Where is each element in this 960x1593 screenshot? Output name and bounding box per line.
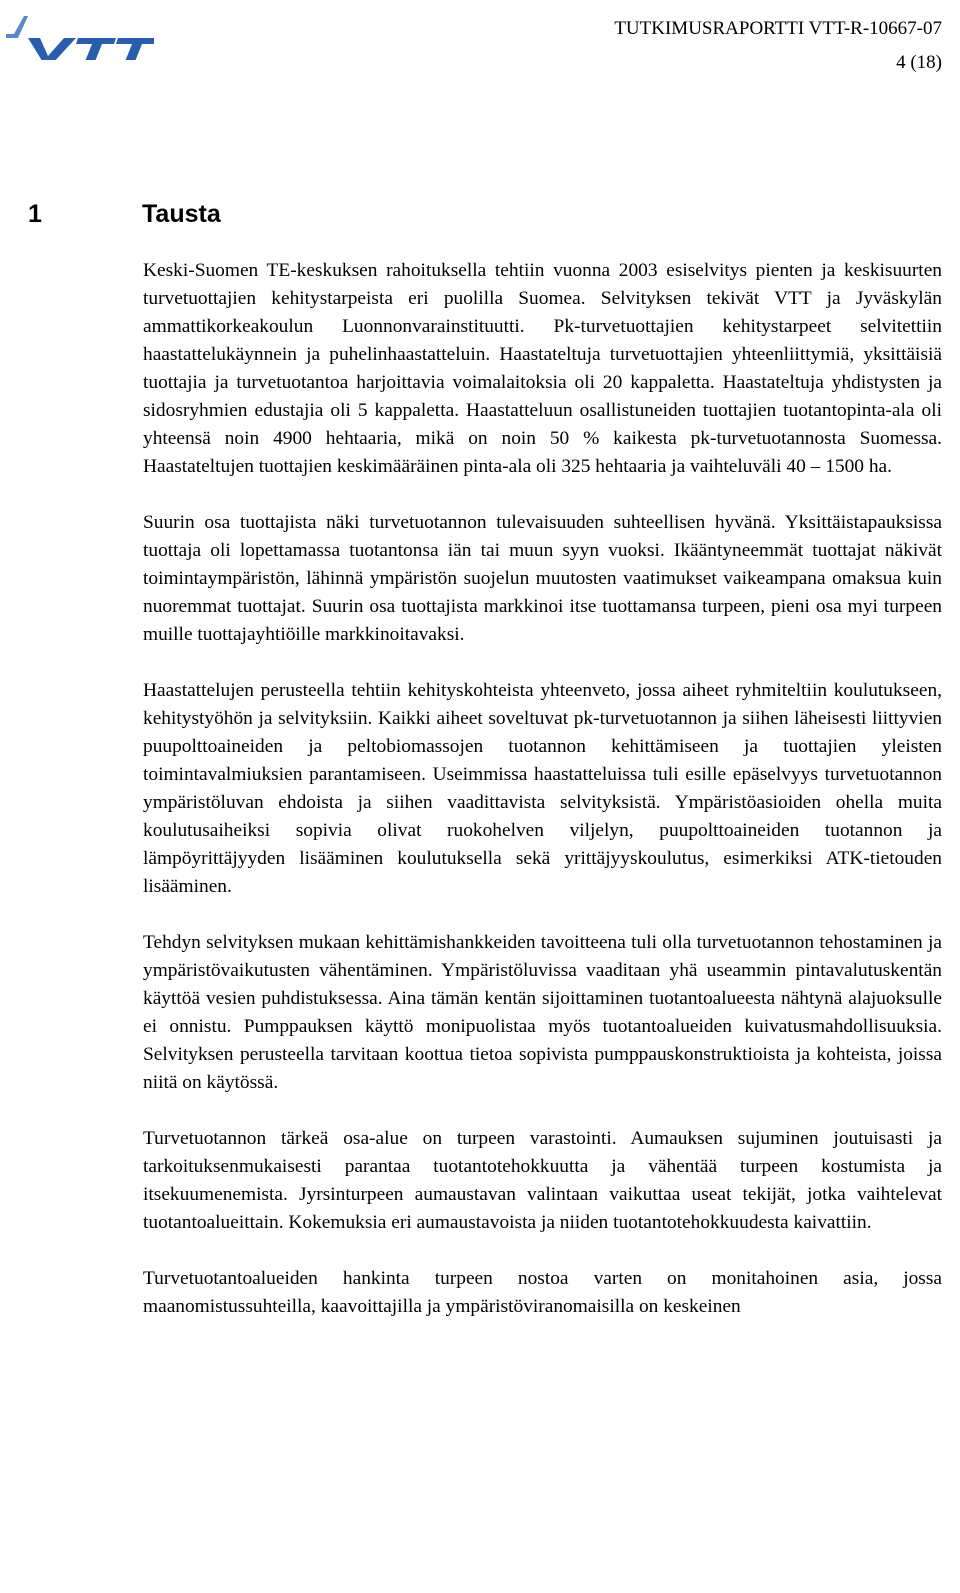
report-id: TUTKIMUSRAPORTTI VTT-R-10667-07: [614, 18, 942, 39]
vtt-logo: [4, 8, 154, 60]
paragraph: Turvetuotannon tärkeä osa-alue on turpeen varastointi. Aumauksen sujuminen joutuisasti ja tarkoituksenmukaisesti parantaa tuotantotehokkuutta ja vähentää turpeen kostumista ja itsekuumenemista. Jyrsinturpeen aumaustavan valintaan vaikuttaa useat tekijät, jotka vaihtelevat tuotantoalueittain. Kokemuksia eri aumaustavoista ja niiden tuotantotehokkuudesta kaivattiin.: [143, 1128, 942, 1233]
paragraph: Tehdyn selvityksen mukaan kehittämishankkeiden tavoitteena tuli olla turvetuotannon tehostaminen ja ympäristövaikutusten vähentäminen. Ympäristöluvissa vaaditaan yhä useammin pintavalutuskentän käyttöä vesien puhdistuksessa. Aina tämän kentän sijoittaminen tuotantoalueesta nähtynä alajuoksulle ei onnistu. Pumppauksen käyttö monipuolistaa myös tuotantoalueiden kuivatusmahdollisuuksia. Selvityksen perusteella tarvitaan koottua tietoa sopivista pumppauskonstruktioista ja kohteista, joissa niitä on käytössä.: [143, 932, 942, 1093]
body-text: [143, 257, 942, 1349]
paragraph: Suurin osa tuottajista näki turvetuotannon tulevaisuuden suhteellisen hyvänä. Yksittäistapauksissa tuottaja oli lopettamassa tuotantonsa iän tai muun syyn vuoksi. Ikääntyneemmät tuottajat näkivät toimintaympäristön, lähinnä ympäristön suojelun muutosten vaatimukset vaikeampana omaksua kuin nuoremmat tuottajat. Suurin osa tuottajista markkinoi itse tuottamansa turpeen, pieni osa myi turpeen muille tuottajayhtiöille markkinoitavaksi.: [143, 512, 942, 645]
paragraph: Turvetuotantoalueiden hankinta turpeen nostoa varten on monitahoinen asia, jossa maanomistussuhteilla, kaavoittajilla ja ympäristöviranomaisilla on keskeinen: [143, 1268, 942, 1317]
paragraph: Haastattelujen perusteella tehtiin kehityskohteista yhteenveto, jossa aiheet ryhmiteltiin koulutukseen, kehitystyöhön ja selvityksiin. Kaikki aiheet soveltuvat pk-turvetuotannon ja siihen läheisesti liittyvien puupolttoaineiden ja peltobiomassojen tuotannon kehittämiseen ja tuottajien yleisten toimintavalmiuksien parantamiseen. Useimmissa haastatteluissa tuli esille epäselvyys turvetuotannon ympäristöluvan ehdoista ja siihen vaadittavista selvityksistä. Ympäristöasioiden ohella muita koulutusaiheiksi sopivia olivat ruokohelven viljelyn, puupolttoaineiden tuotannon ja lämpöyrittäjyyden lisääminen koulutuksella sekä yrittäjyyskoulutus, esimerkiksi ATK-tietouden lisääminen.: [143, 680, 942, 897]
section-number: 1: [28, 200, 42, 228]
page-number: 4 (18): [896, 52, 942, 73]
paragraph: Keski-Suomen TE-keskuksen rahoituksella tehtiin vuonna 2003 esiselvitys pienten ja keskisuurten turvetuottajien kehitystarpeista eri puolilla Suomea. Selvityksen tekivät VTT ja Jyväskylän ammattikorkeakoulun Luonnonvarainstituutti. Pk-turvetuottajien kehitystarpeet selvitettiin haastattelukäynnein ja puhelinhaastatteluin. Haastateltuja turvetuottajien yhteenliittymiä, yksittäisiä tuottajia ja turvetuotantoa harjoittavia voimalaitoksia oli 20 kappaletta. Haastateltuja yhdistysten ja sidosryhmien edustajia oli 5 kappaletta. Haastatteluun osallistuneiden tuottajien tuotantopinta-ala oli yhteensä noin 4900 hehtaaria, mikä on noin 50 % kaikesta pk-turvetuotannosta Suomessa. Haastateltujen tuottajien keskimääräinen pinta-ala oli 325 hehtaaria ja vaihteluväli 40 – 1500 ha.: [143, 260, 942, 477]
section-title: Tausta: [142, 200, 221, 228]
section-heading: [28, 200, 221, 229]
